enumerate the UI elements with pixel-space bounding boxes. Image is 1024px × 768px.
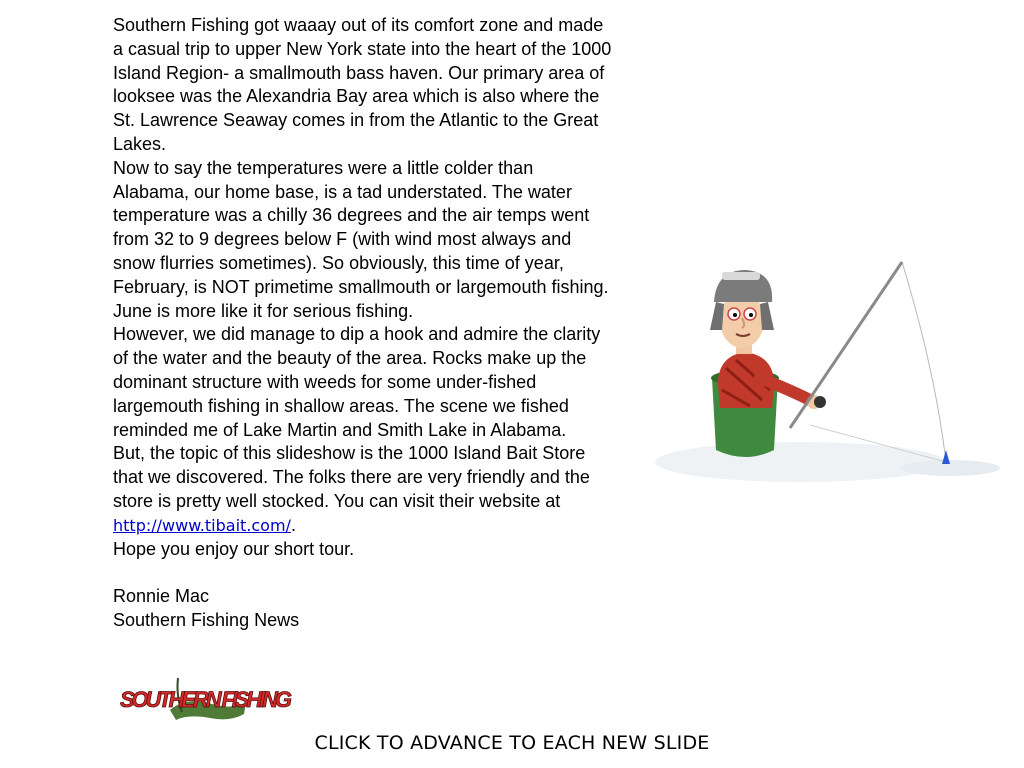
spacer	[113, 561, 613, 585]
fisherman-illustration	[650, 250, 1010, 490]
signature-name: Ronnie Mac	[113, 586, 210, 607]
advance-slide-instruction: CLICK TO ADVANCE TO EACH NEW SLIDE	[314, 732, 710, 754]
paragraph-temperatures: Now to say the temperatures were a little colder than Alabama, our home base, is a tad understated. The water temperature was a chilly 36 degrees and the air temps went from 32 to 9 degrees below F (with wind most always and snow flurries sometimes). So obviously, this time of year, February, is NOT primetime smallmouth or largemouth fishing. June is more like it for serious fishing.	[113, 157, 609, 321]
website-link[interactable]: http://www.tibait.com/	[113, 515, 291, 535]
southern-fishing-logo	[118, 676, 298, 724]
article-body	[113, 14, 613, 633]
paragraph-bait-store	[113, 442, 613, 537]
logo-text: SOUTHERN FISHING	[120, 687, 292, 712]
bait-store-text: But, the topic of this slideshow is the 1000 Island Bait Store that we discovered. The folks there are very friendly and the store is pretty well stocked. You can visit their website at	[113, 443, 590, 511]
paragraph-intro: Southern Fishing got waaay out of its comfort zone and made a casual trip to upper New York state into the heart of the 1000 Island Region- a smallmouth bass haven. Our primary area of looksee was the Alexandria Bay area which is also where the St. Lawrence Seaway comes in from the Atlantic to the Great Lakes.	[113, 15, 612, 154]
signature-org: Southern Fishing News	[113, 609, 300, 630]
bait-store-period: .	[290, 514, 296, 535]
paragraph-enjoy: Hope you enjoy our short tour.	[113, 538, 355, 559]
paragraph-fishing: However, we did manage to dip a hook and admire the clarity of the water and the beauty of the area. Rocks make up the dominant structure with weeds for some under-fished largemouth fishing in shallow areas. The scene we fished reminded me of Lake Martin and Smith Lake in Alabama.	[113, 324, 601, 440]
